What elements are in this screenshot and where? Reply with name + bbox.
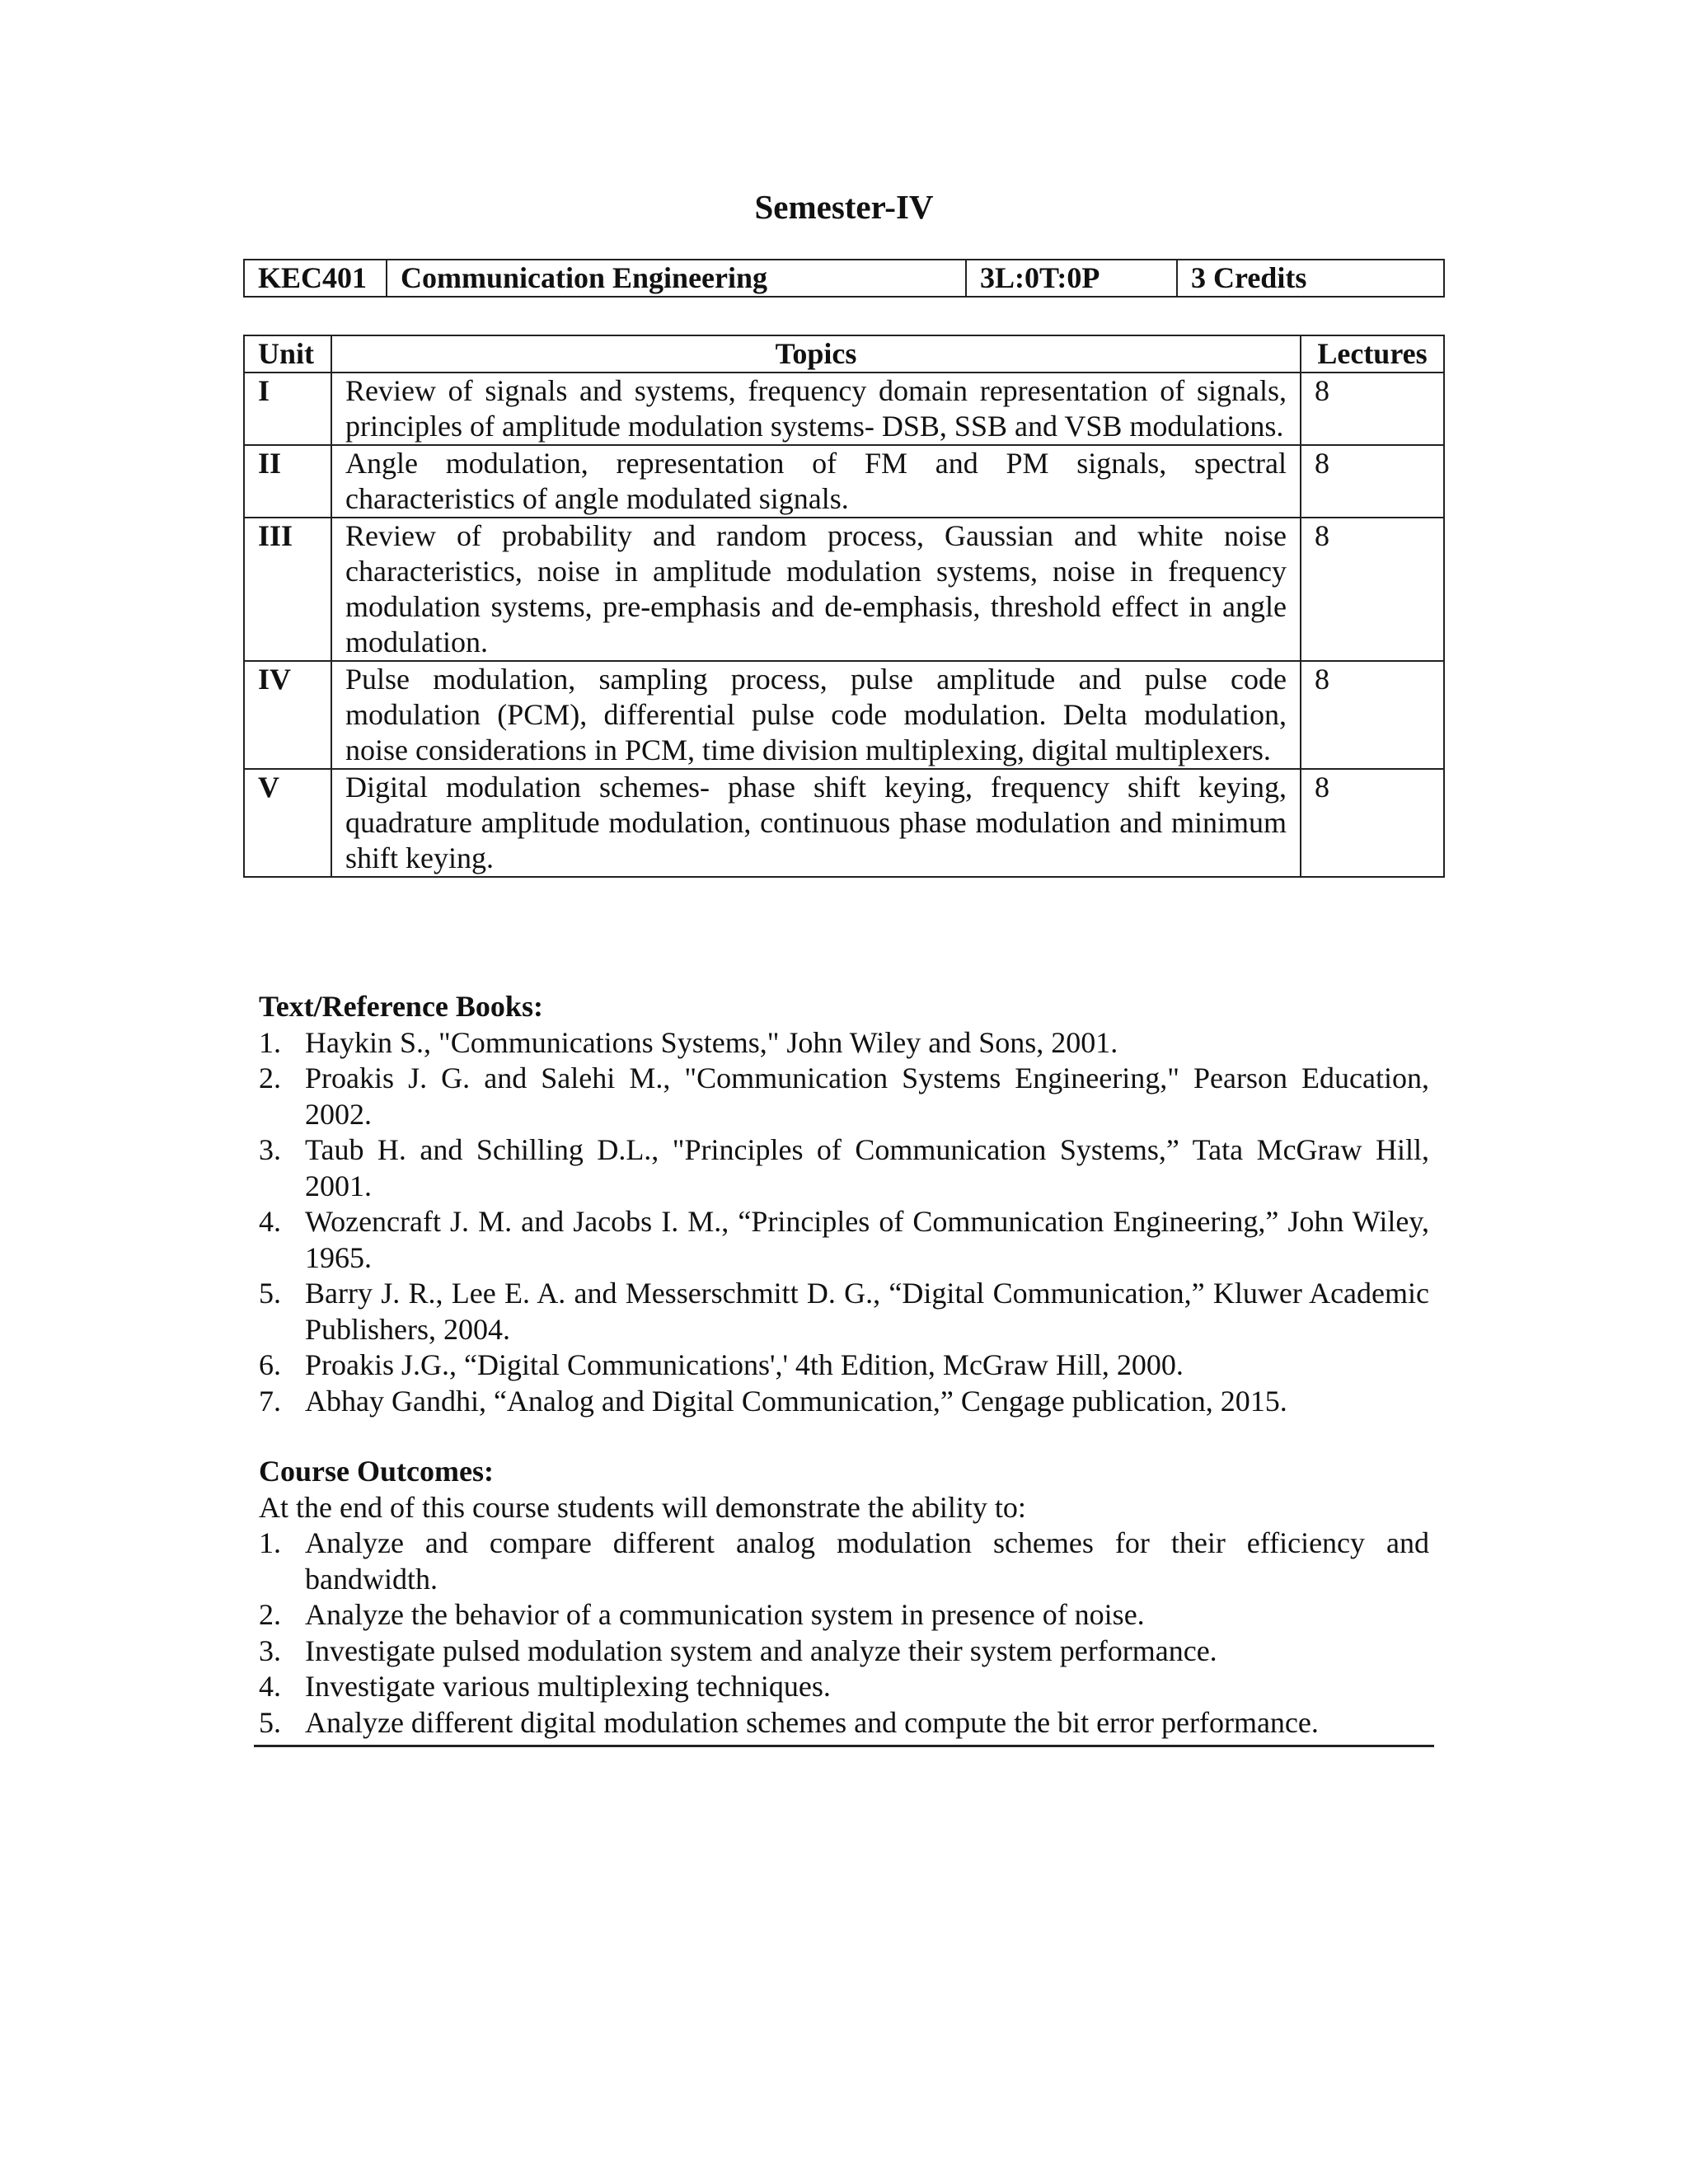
- outcomes-list: [259, 1526, 1429, 1741]
- list-number: 6.: [259, 1348, 281, 1381]
- unit-lectures: 8: [1301, 518, 1444, 661]
- unit-lectures: 8: [1301, 373, 1444, 445]
- list-number: 4.: [259, 1670, 281, 1703]
- outcomes-intro: At the end of this course students will demonstrate the ability to:: [259, 1490, 1026, 1524]
- header-topics: Topics: [331, 335, 1301, 373]
- unit-topics: Review of probability and random process, Gaussian and white noise characteristics, noise in amplitude modulation systems, noise in frequency modulation systems, pre-emphasis and de-emphasis, threshold effect in angle modulation.: [331, 518, 1301, 661]
- header-lectures: Lectures: [1301, 335, 1444, 373]
- unit-topics: Review of signals and systems, frequency domain representation of signals, principles of amplitude modulation systems- DSB, SSB and VSB modulations.: [331, 373, 1301, 445]
- course-outcomes-section: [259, 1454, 1429, 1741]
- book-text: Proakis J.G., “Digital Communications',' 4th Edition, McGraw Hill, 2000.: [305, 1348, 1184, 1381]
- semester-title: Semester-IV: [754, 188, 934, 226]
- table-row: [244, 661, 1444, 769]
- book-text: Proakis J. G. and Salehi M., "Communication Systems Engineering," Pearson Education, 2002.: [305, 1062, 1429, 1131]
- unit-lectures: 8: [1301, 769, 1444, 877]
- table-row: [244, 518, 1444, 661]
- list-item: [259, 1276, 1429, 1347]
- course-ltp: 3L:0T:0P: [966, 260, 1177, 297]
- list-number: 4.: [259, 1205, 281, 1238]
- outcome-text: Investigate pulsed modulation system and analyze their system performance.: [305, 1633, 1217, 1667]
- course-name: Communication Engineering: [387, 260, 966, 297]
- list-number: 1.: [259, 1526, 281, 1559]
- unit-topics: Digital modulation schemes- phase shift keying, frequency shift keying, quadrature amplitude modulation, continuous phase modulation and minimum shift keying.: [331, 769, 1301, 877]
- unit-lectures: 8: [1301, 445, 1444, 518]
- list-item: [259, 1384, 1429, 1420]
- course-info-row: [244, 260, 1444, 297]
- table-row: [244, 445, 1444, 518]
- course-credits: 3 Credits: [1177, 260, 1444, 297]
- list-item: [259, 1132, 1429, 1204]
- list-number: 5.: [259, 1705, 281, 1739]
- list-item: [259, 1597, 1429, 1633]
- outcome-text: Analyze the behavior of a communication system in presence of noise.: [305, 1598, 1145, 1631]
- list-item: [259, 1204, 1429, 1276]
- unit-topics: Pulse modulation, sampling process, pulse amplitude and pulse code modulation (PCM), differential pulse code modulation. Delta modulation, noise considerations in PCM, time division multiplexing, digital multiplexers.: [331, 661, 1301, 769]
- units-table-header: [244, 335, 1444, 373]
- list-item: [259, 1347, 1429, 1384]
- unit-number: I: [244, 373, 331, 445]
- unit-number: II: [244, 445, 331, 518]
- book-text: Haykin S., "Communications Systems," John Wiley and Sons, 2001.: [305, 1025, 1118, 1059]
- units-table: [243, 335, 1445, 878]
- unit-number: V: [244, 769, 331, 877]
- reference-books-section: [259, 989, 1429, 1419]
- outcome-text: Investigate various multiplexing techniques.: [305, 1670, 831, 1703]
- books-heading: Text/Reference Books:: [259, 990, 543, 1023]
- table-row: [244, 769, 1444, 877]
- list-number: 2.: [259, 1598, 281, 1631]
- header-unit: Unit: [244, 335, 331, 373]
- unit-number: IV: [244, 661, 331, 769]
- list-item: [259, 1061, 1429, 1132]
- unit-topics: Angle modulation, representation of FM and PM signals, spectral characteristics of angle modulated signals.: [331, 445, 1301, 518]
- list-item: [259, 1633, 1429, 1670]
- book-text: Wozencraft J. M. and Jacobs I. M., “Principles of Communication Engineering,” John Wiley, 1965.: [305, 1205, 1429, 1274]
- outcome-text: Analyze and compare different analog modulation schemes for their efficiency and bandwidth.: [305, 1526, 1429, 1596]
- book-text: Taub H. and Schilling D.L., "Principles of Communication Systems,” Tata McGraw Hill, 2001.: [305, 1133, 1429, 1202]
- unit-lectures: 8: [1301, 661, 1444, 769]
- list-item: [259, 1025, 1429, 1062]
- unit-number: III: [244, 518, 331, 661]
- list-number: 1.: [259, 1025, 281, 1059]
- course-info-table: [243, 259, 1445, 298]
- books-list: [259, 1025, 1429, 1420]
- list-number: 7.: [259, 1384, 281, 1418]
- list-item: [259, 1705, 1429, 1741]
- table-row: [244, 373, 1444, 445]
- list-item: [259, 1526, 1429, 1597]
- list-number: 3.: [259, 1633, 281, 1667]
- list-number: 2.: [259, 1062, 281, 1094]
- list-item: [259, 1669, 1429, 1705]
- book-text: Barry J. R., Lee E. A. and Messerschmitt D. G., “Digital Communication,” Kluwer Academic Publishers, 2004.: [305, 1277, 1429, 1346]
- book-text: Abhay Gandhi, “Analog and Digital Communication,” Cengage publication, 2015.: [305, 1384, 1287, 1418]
- section-end-rule: [254, 1745, 1434, 1747]
- outcomes-heading: Course Outcomes:: [259, 1455, 494, 1488]
- list-number: 5.: [259, 1277, 281, 1310]
- course-code: KEC401: [244, 260, 387, 297]
- list-number: 3.: [259, 1133, 281, 1166]
- outcome-text: Analyze different digital modulation schemes and compute the bit error performance.: [305, 1705, 1319, 1739]
